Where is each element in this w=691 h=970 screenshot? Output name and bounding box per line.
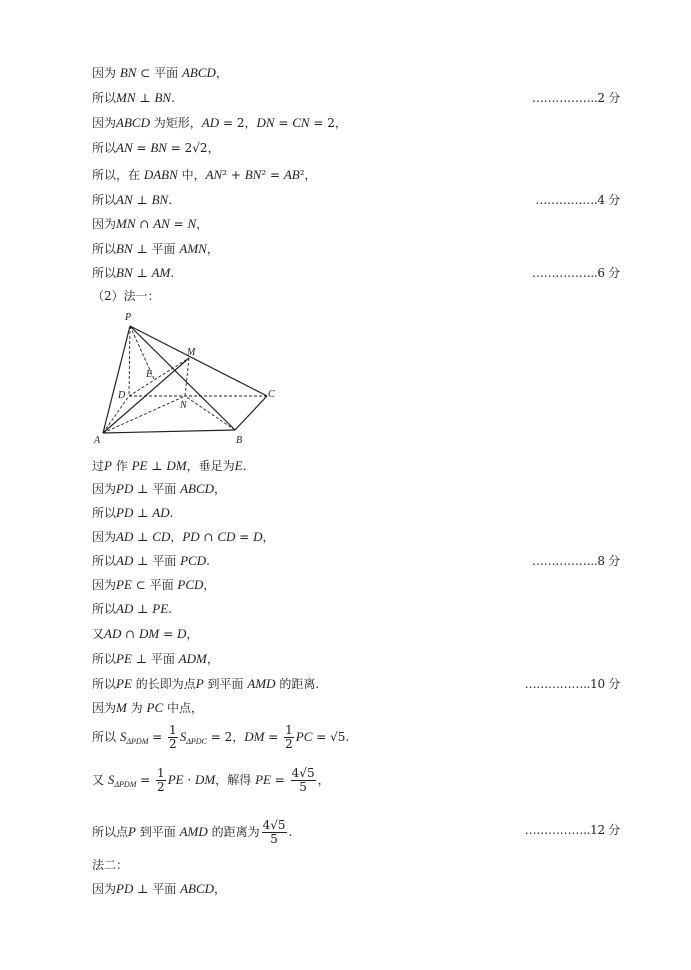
label-E: E — [146, 369, 153, 380]
label-D: D — [118, 390, 126, 401]
fraction: $\frac{1}{2}$ — [169, 723, 177, 751]
fraction: $\frac{4√5}{5}$ — [291, 766, 315, 794]
edge-PA — [103, 326, 130, 433]
edge-AN — [103, 396, 185, 433]
score-marker: …………….4 分 — [535, 193, 620, 207]
proof-line: 所以AD ⊥ 平面 PCD. — [92, 553, 210, 568]
proof-line: 所以AN = BN = 2√2， — [92, 140, 220, 155]
proof-line: 所以，在 DABN 中，AN² + BN² = AB²， — [92, 167, 317, 182]
pyramid-figure — [90, 308, 290, 453]
proof-line: 因为PE ⊂ 平面 PCD， — [92, 577, 216, 592]
edge-AB — [103, 430, 235, 433]
fraction: $\frac{1}{2}$ — [285, 723, 293, 751]
proof-line: 所以 $S_{\Delta PDM}$ = $\frac{1}{2}$ $S_{\Delta PDC} = 2$，DM = $\frac{1}{2}$ PC = √5. — [92, 723, 350, 751]
label-M: M — [187, 347, 196, 358]
edge-PD — [129, 326, 130, 396]
proof-line: 因为AD ⊥ CD，PD ∩ CD = D， — [92, 529, 275, 544]
proof-line: 过P 作 PE ⊥ DM，垂足为E. — [92, 458, 247, 473]
score-marker: ……………..12 分 — [524, 823, 620, 837]
proof-line: 所以AN ⊥ BN. — [92, 192, 173, 207]
fraction: $\frac{4√5}{5}$ — [262, 818, 286, 846]
edge-DM — [129, 358, 189, 396]
proof-line: 所以PD ⊥ AD. — [92, 505, 174, 520]
label-N: N — [180, 400, 187, 411]
label-A: A — [94, 435, 101, 446]
edge-BC — [235, 396, 267, 430]
fraction: $\frac{1}{2}$ — [157, 766, 165, 794]
proof-line: 因为PD ⊥ 平面 ABCD， — [92, 881, 227, 896]
proof-line: 所以MN ⊥ BN. — [92, 90, 175, 105]
proof-line: 因为MN ∩ AN = N， — [92, 216, 209, 231]
label-B: B — [236, 435, 243, 446]
section-heading: （2）法一： — [92, 289, 160, 303]
proof-line: 又AD ∩ DM = D， — [92, 626, 199, 641]
proof-line: 因为 BN ⊂ 平面 ABCD， — [92, 65, 228, 80]
score-marker: ……………..2 分 — [531, 91, 620, 105]
score-marker: ……………..10 分 — [524, 677, 620, 691]
proof-line: 因为M 为 PC 中点， — [92, 700, 203, 715]
proof-line: 所以BN ⊥ 平面 AMN， — [92, 241, 219, 256]
edge-PC — [130, 326, 267, 396]
proof-line: 所以PE 的长即为点P 到平面 AMD 的距离. — [92, 676, 320, 691]
edge-MN — [185, 358, 189, 396]
score-marker: ……………..6 分 — [531, 266, 620, 280]
proof-line: 因为PD ⊥ 平面 ABCD， — [92, 481, 227, 496]
proof-line: 又 $S_{\Delta PDM}$ = $\frac{1}{2}$ PE · DM，解得 PE = $\frac{4√5}{5}$ ， — [92, 766, 330, 794]
score-marker: ……………..8 分 — [531, 554, 620, 568]
proof-line: 所以BN ⊥ AM. — [92, 265, 175, 280]
label-P: P — [125, 312, 132, 323]
proof-line: 所以PE ⊥ 平面 ADM， — [92, 651, 219, 666]
edge-BN — [185, 396, 235, 430]
proof-line: 所以点P 到平面 AMD 的距离为 $\frac{4√5}{5}$ . — [92, 818, 293, 846]
section-heading: 法二： — [92, 858, 129, 872]
label-C: C — [268, 389, 275, 400]
proof-line: 所以AD ⊥ PE. — [92, 601, 172, 616]
proof-line: 因为ABCD 为矩形，AD = 2，DN = CN = 2， — [92, 115, 347, 130]
